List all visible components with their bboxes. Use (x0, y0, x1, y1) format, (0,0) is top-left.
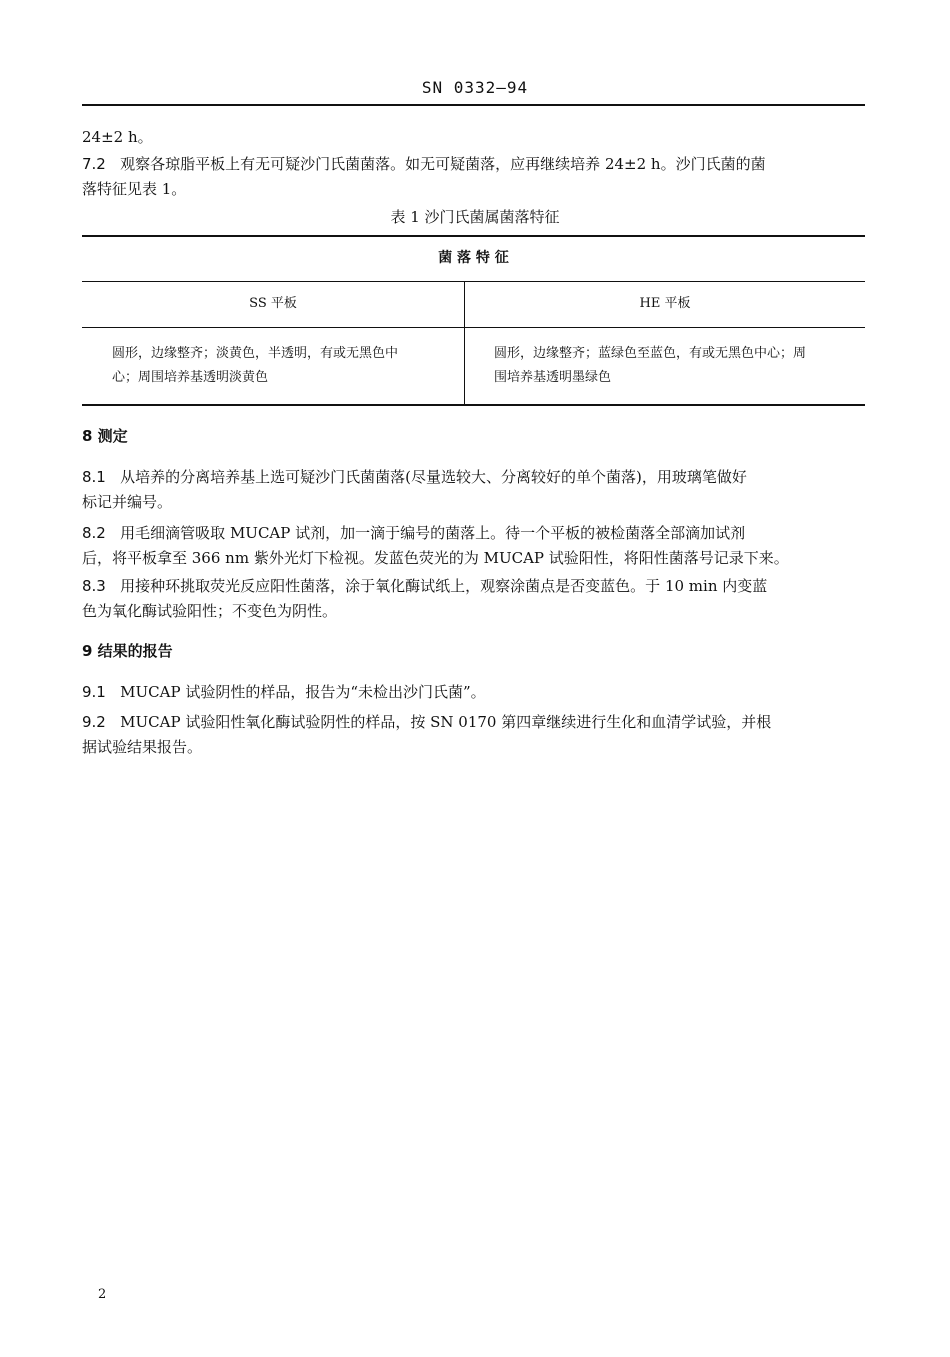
cell-ss-line2: 心；周围培养基透明淡黄色 (112, 370, 269, 385)
table-rule (82, 281, 865, 282)
paragraph-line: 从培养的分离培养基上选可疑沙门氏菌菌落(尽量选较大、分离较好的单个菌落)，用玻璃笔做好 (120, 468, 747, 486)
paragraph-8-2 (82, 521, 865, 545)
table-bottom-rule (82, 404, 865, 406)
table-title: 菌 落 特 征 (438, 250, 509, 266)
table-rule (82, 327, 865, 328)
paragraph-9-2 (82, 710, 865, 734)
table-caption: 表 1 沙门氏菌属菌落特征 (390, 208, 560, 226)
paragraph-7-2-cont: 落特征见表 1。 (82, 180, 187, 198)
paragraph-8-1-cont: 标记并编号。 (82, 493, 173, 511)
paragraph-7-2 (82, 152, 865, 176)
clause-number: 8.2 (82, 524, 106, 542)
cell-he-line2: 围培养基透明墨绿色 (494, 370, 612, 385)
clause-number: 8.1 (82, 468, 106, 486)
paragraph-line: MUCAP 试验阳性氧化酶试验阴性的样品，按 SN 0170 第四章继续进行生化和血清学试验，并根 (120, 713, 772, 731)
paragraph-9-2-cont: 据试验结果报告。 (82, 738, 203, 756)
paragraph-line: 用接种环挑取荧光反应阳性菌落，涂于氧化酶试纸上，观察涂菌点是否变蓝色。于 10 min 内变蓝 (120, 577, 768, 595)
paragraph-8-3-cont: 色为氧化酶试验阳性；不变色为阴性。 (82, 602, 338, 620)
column-header-he: HE 平板 (639, 296, 691, 311)
cell-ss-line1: 圆形，边缘整齐；淡黄色，半透明，有或无黑色中 (112, 346, 399, 361)
paragraph-8-2-cont: 后，将平板拿至 366 nm 紫外光灯下检视。发蓝色荧光的为 MUCAP 试验阳性，将阳性菌落号记录下来。 (82, 549, 789, 567)
table-top-rule (82, 235, 865, 237)
paragraph-9-1 (82, 680, 865, 704)
header-rule (82, 104, 865, 106)
document-code: SN 0332—94 (421, 78, 529, 97)
page-number: 2 (98, 1287, 107, 1302)
section-heading-8: 8 测定 (82, 427, 128, 445)
cell-he-line1: 圆形，边缘整齐；蓝绿色至蓝色，有或无黑色中心；周 (494, 346, 807, 361)
clause-number: 7.2 (82, 155, 106, 173)
clause-number: 9.2 (82, 713, 106, 731)
paragraph-8-1 (82, 465, 865, 489)
column-header-ss: SS 平板 (249, 296, 297, 311)
clause-number: 8.3 (82, 577, 106, 595)
paragraph-continuation: 24±2 h。 (82, 128, 153, 146)
paragraph-line: 观察各琼脂平板上有无可疑沙门氏菌菌落。如无可疑菌落，应再继续培养 24±2 h。沙门氏菌的菌 (120, 155, 766, 173)
paragraph-8-3 (82, 574, 865, 598)
paragraph-line: MUCAP 试验阴性的样品，报告为“未检出沙门氏菌”。 (120, 683, 486, 701)
paragraph-line: 用毛细滴管吸取 MUCAP 试剂，加一滴于编号的菌落上。待一个平板的被检菌落全部滴加试剂 (120, 524, 746, 542)
clause-number: 9.1 (82, 683, 106, 701)
section-heading-9: 9 结果的报告 (82, 642, 173, 660)
